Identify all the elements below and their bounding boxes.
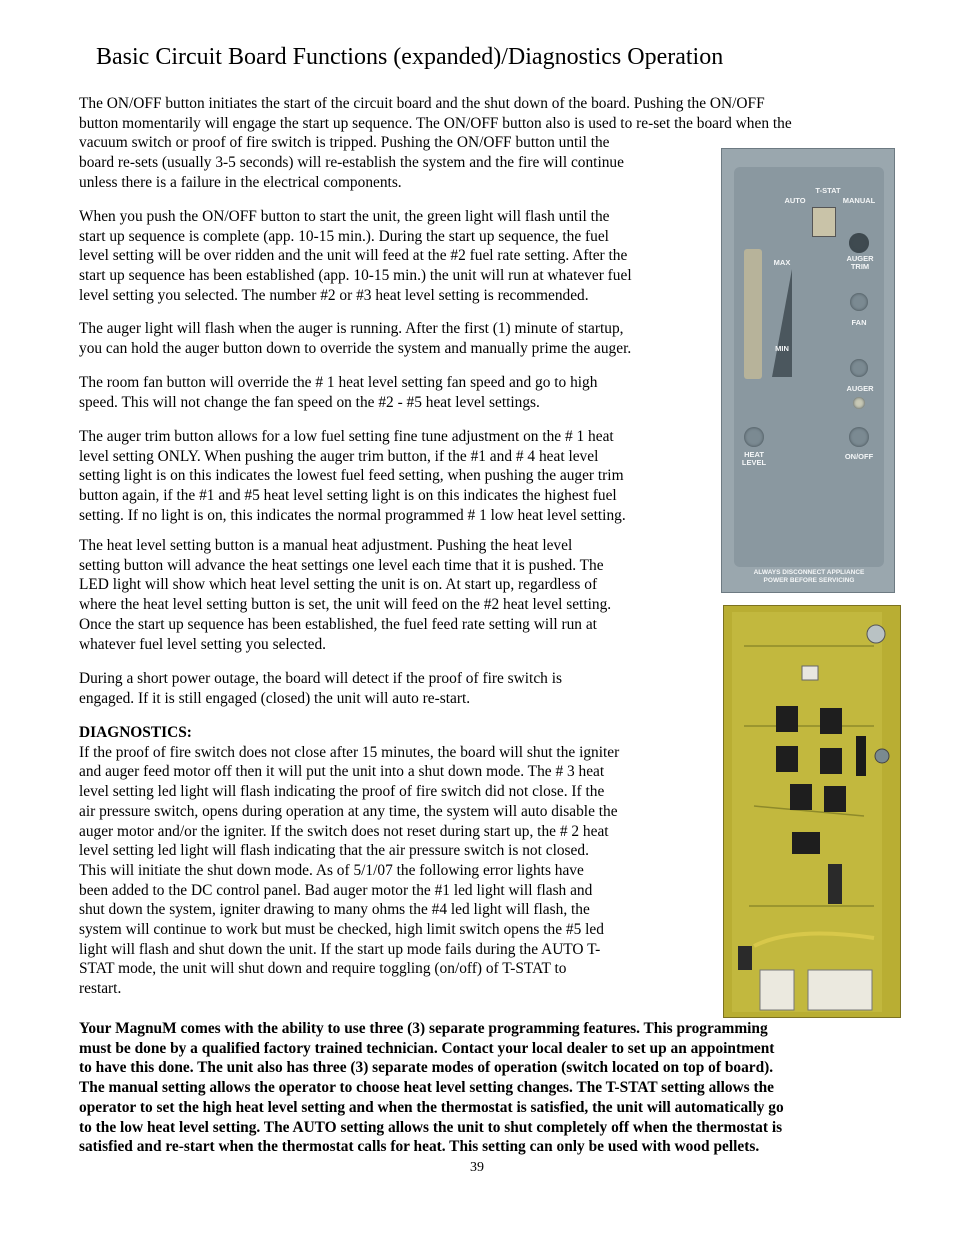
text-line: start up sequence is complete (app. 10-15 min.). During the start up sequence, the fuel: [79, 227, 609, 245]
panel-warning-1: ALWAYS DISCONNECT APPLIANCE: [753, 569, 865, 576]
text-line: system will continue to work but must be checked, high limit switch opens the #5 led: [79, 921, 604, 939]
text-line: The heat level setting button is a manual heat adjustment. Pushing the heat level: [79, 537, 573, 554]
text-line: button again, if the #1 and #5 heat level setting light is on this indicates the highest fuel: [79, 487, 617, 505]
circuit-board-drawing: [724, 606, 901, 1018]
fan-button: [850, 293, 868, 311]
text-line: start up sequence has been established (app. 10-15 min.) the unit will run at whatever fuel: [79, 267, 632, 285]
text-line: light will flash and shut down the unit. If the start up mode fails during the AUTO T-: [79, 940, 601, 958]
panel-label-auto: AUTO: [784, 196, 806, 205]
paragraph-programming-features: [79, 1019, 784, 1157]
text-line: unless there is a failure in the electrical components.: [79, 173, 402, 191]
mode-switch: [812, 207, 836, 237]
text-line: level setting led light will flash indicating the proof of fire switch did not close. If the: [79, 783, 605, 801]
panel-label-heat-level-2: LEVEL: [741, 458, 767, 467]
text-line: restart.: [79, 980, 122, 998]
text-line: been added to the DC control panel. Bad auger motor the #1 led light will flash and: [79, 881, 593, 899]
text-line: level setting ONLY. When pushing the auger trim button, if the #1 and # 4 heat level: [79, 447, 599, 465]
text-line: setting button will advance the heat settings one level each time that it is pushed. The: [79, 556, 604, 574]
text-line: to have this done. The unit also has three (3) separate modes of operation (switch located on top of board).: [79, 1059, 774, 1077]
text-line: satisfied and re-start when the thermostat calls for heat. This setting can only be used with wood pellets.: [79, 1138, 760, 1156]
text-line: This will initiate the shut down mode. As of 5/1/07 the following error lights have: [79, 861, 584, 879]
paragraph-startup-sequence: [79, 207, 632, 306]
text-line: whatever fuel level setting you selected.: [79, 635, 327, 653]
text-line: The room fan button will override the # 1 heat level setting fan speed and go to high: [79, 374, 598, 391]
diagnostics-section: [79, 723, 619, 999]
onoff-button: [849, 427, 869, 447]
panel-warning-2: POWER BEFORE SERVICING: [763, 577, 855, 584]
text-line: Once the start up sequence has been established, the fuel feed rate setting will run at: [79, 615, 597, 633]
text-line: where the heat level setting button is set, the unit will feed on the #2 heat level setting.: [79, 596, 612, 614]
panel-label-onoff: ON/OFF: [844, 452, 874, 461]
text-line: level setting led light will flash indicating that the air pressure switch is not closed.: [79, 842, 589, 860]
panel-label-max: MAX: [773, 258, 791, 267]
heat-level-button: [744, 427, 764, 447]
paragraph-onoff-button: [79, 94, 792, 193]
text-line: vacuum switch or proof of fire switch is tripped. Pushing the ON/OFF button until the: [79, 134, 610, 152]
text-line: If the proof of fire switch does not close after 15 minutes, the board will shut the igniter: [79, 743, 620, 761]
text-line: to the low heat level setting. The AUTO setting allows the unit to shut completely off when the thermostat is: [79, 1118, 783, 1136]
text-line: Your MagnuM comes with the ability to use three (3) separate programming features. This programming: [79, 1020, 768, 1037]
paragraph-power-outage: [79, 669, 562, 708]
panel-label-fan: FAN: [851, 318, 867, 327]
page-number: 39: [470, 1160, 484, 1175]
text-line: level setting you selected. The number #2 or #3 heat level setting is recommended.: [79, 286, 589, 304]
text-line: shut down the system, igniter drawing to many ohms the #4 led light will flash, the: [79, 901, 590, 919]
page-title: Basic Circuit Board Functions (expanded)/Diagnostics Operation: [96, 44, 724, 70]
circuit-board-photo: [723, 605, 901, 1018]
paragraph-auger-trim: [79, 427, 626, 526]
text-line: must be done by a qualified factory trained technician. Contact your local dealer to set up an appointment: [79, 1039, 775, 1057]
paragraph-heat-level: [79, 536, 611, 654]
text-line: auger motor and/or the igniter. If the switch does not reset during start up, the # 2 heat: [79, 822, 609, 840]
auger-led: [853, 397, 865, 409]
panel-label-manual: MANUAL: [842, 196, 876, 205]
panel-label-auger: AUGER: [846, 384, 874, 393]
text-line: LED light will show which heat level setting the unit is on. At start up, regardless of: [79, 576, 598, 594]
panel-label-tstat: T-STAT: [815, 186, 841, 195]
text-line: STAT mode, the unit will shut down and require toggling (on/off) of T-STAT to: [79, 960, 567, 978]
heat-level-leds: [744, 249, 762, 379]
text-line: setting light is on this indicates the lowest fuel feed setting, when pushing the auger trim: [79, 467, 624, 485]
text-line: board re-sets (usually 3-5 seconds) will re-establish the system and the fire will continue: [79, 154, 624, 172]
heat-ramp-icon: [770, 269, 794, 379]
control-panel-photo: [721, 148, 895, 593]
panel-label-min: MIN: [775, 344, 789, 353]
text-line: During a short power outage, the board will detect if the proof of fire switch is: [79, 670, 562, 687]
text-line: speed. This will not change the fan speed on the #2 - #5 heat level settings.: [79, 393, 540, 411]
panel-label-auger-trim-1: AUGER: [846, 254, 874, 263]
text-line: and auger feed motor off then it will put the unit into a shut down mode. The # 3 heat: [79, 763, 605, 781]
text-line: When you push the ON/OFF button to start the unit, the green light will flash until the: [79, 208, 610, 225]
panel-label-auger-trim-2: TRIM: [850, 262, 870, 271]
text-line: The auger trim button allows for a low fuel setting fine tune adjustment on the # 1 heat: [79, 428, 614, 445]
diagnostics-heading: DIAGNOSTICS:: [79, 724, 192, 741]
text-line: setting. If no light is on, this indicates the normal programmed # 1 low heat level setting.: [79, 506, 626, 524]
paragraph-room-fan: [79, 373, 597, 412]
text-line: you can hold the auger button down to override the system and manually prime the auger.: [79, 339, 632, 357]
text-line: button momentarily will engage the start up sequence. The ON/OFF button also is used to re-set the board when the: [79, 114, 792, 132]
text-line: air pressure switch, opens during operation at any time, the system will auto disable the: [79, 802, 618, 820]
text-line: engaged. If it is still engaged (closed) the unit will auto re-start.: [79, 689, 471, 707]
text-line: level setting will be over ridden and the unit will feed at the #2 fuel rate setting. After the: [79, 247, 628, 265]
auger-button: [850, 359, 868, 377]
text-line: operator to set the high heat level setting and when the thermostat is satisfied, the unit will automatically go: [79, 1098, 784, 1116]
paragraph-auger-light: [79, 319, 631, 358]
text-line: The auger light will flash when the auger is running. After the first (1) minute of startup,: [79, 320, 624, 337]
auger-trim-button: [849, 233, 869, 253]
text-line: The manual setting allows the operator to choose heat level setting changes. The T-STAT setting allows the: [79, 1079, 775, 1097]
text-line: The ON/OFF button initiates the start of the circuit board and the shut down of the board. Pushing the ON/OFF: [79, 95, 765, 112]
panel-label-heat-level-1: HEAT: [744, 450, 764, 459]
